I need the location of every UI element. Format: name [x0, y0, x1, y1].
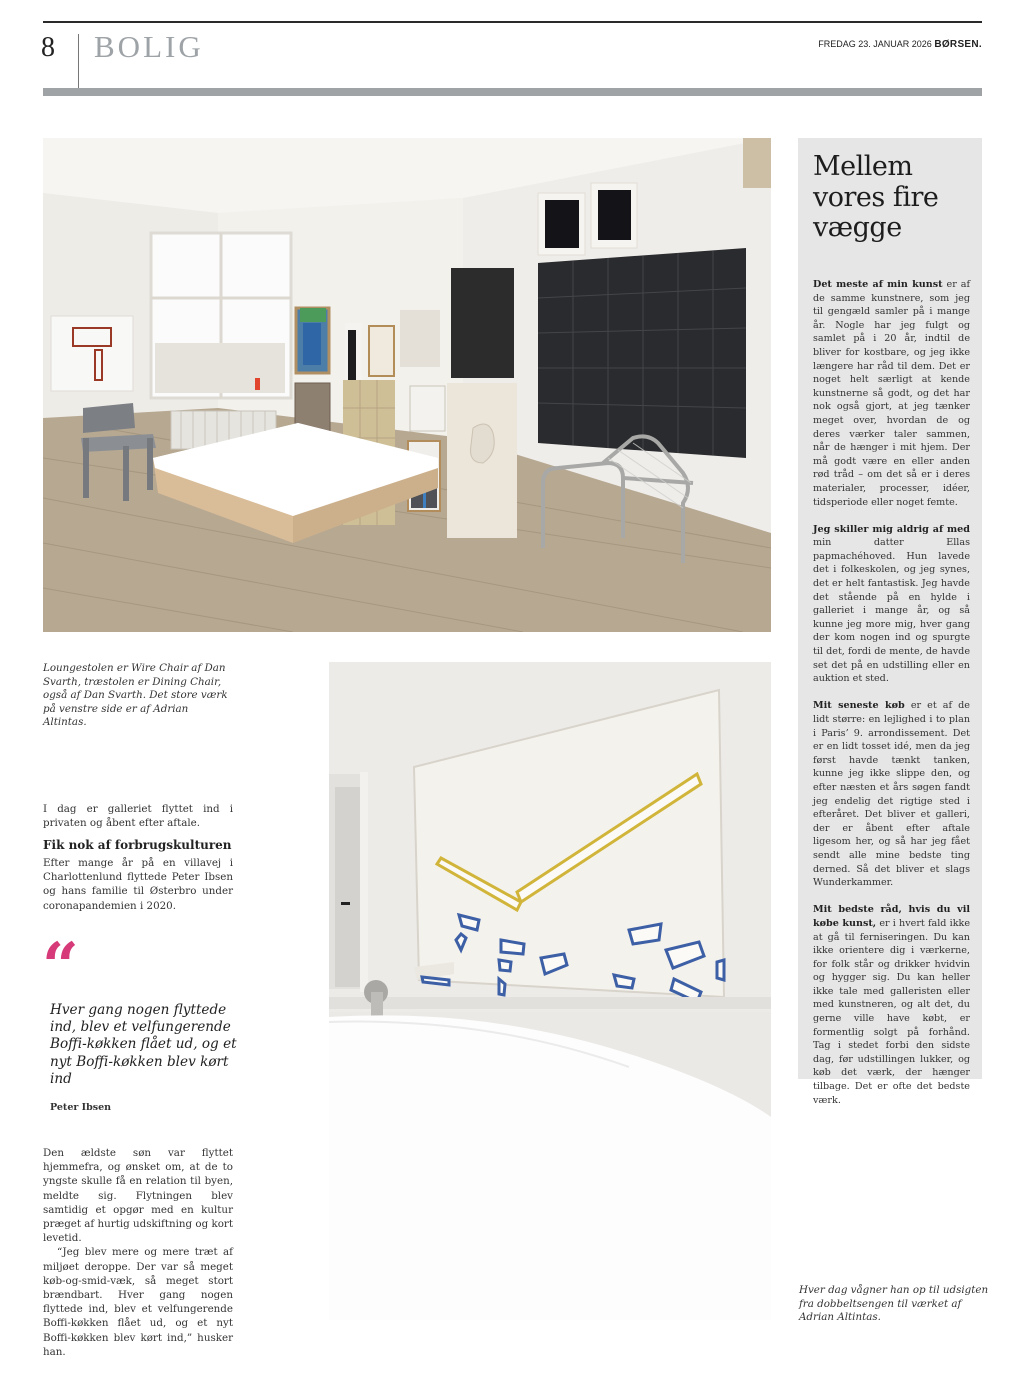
- bedroom-photo: [43, 138, 771, 632]
- sidebar-paragraph: [813, 699, 970, 889]
- sidebar-text: er et af de lidt større: en lejlighed i to plan i Paris’ 9. arrondissement. Det er en lidt tosset idé, men da jeg først havde tænkt tanken, kunne jeg ikke slippe den, og efter næsten et års søgen fandt jeg endelig det rigtige sted i efteråret. Det bliver et galleri, der er åbent efter aftale ligesom her, og så har jeg fået sendt alle mine bedste ting derned. Så det bliver et slags Wunderkammer.: [813, 700, 970, 889]
- pull-quote: Hver gang nogen flyttede ind, blev et velfungerende Boffi-køkken flået ud, og et nyt Boffi-køkken blev kørt ind: [50, 1002, 237, 1087]
- intro-paragraph: Efter mange år på en villavej i Charlottenlund flyttede Peter Ibsen og hans familie til Østerbro under coronapandemien i 2020.: [43, 857, 233, 912]
- section-title: BOLIG: [94, 29, 204, 64]
- sidebar-paragraph: [813, 278, 970, 509]
- gallery-paragraph: I dag er galleriet flyttet ind i privaten og åbent efter aftale.: [43, 803, 233, 830]
- dateline: [818, 38, 982, 51]
- sidebar-paragraph: [813, 903, 970, 1107]
- sidebar-title: Mellem vores fire vægge: [813, 151, 939, 243]
- page-number: 8: [41, 32, 55, 63]
- artwork-illustration: [329, 662, 771, 1320]
- story-paragraph: Den ældste søn var flyttet hjemmefra, og ønsket om, at de to yngste skulle få en relation til byen, meldte sig. Flytningen blev samtidig et opgør med en kultur præget af hurtig udskiftning og kort levetid.: [43, 1147, 233, 1245]
- sidebar-lead: Mit bedste råd, hvis du vil købe kunst,: [813, 904, 970, 929]
- sidebar-text: er i hvert fald ikke at gå til ferniseringen. Du kan ikke orientere dig i værkerne, for folk står og drikker hvidvin og hygger sig. Du kan heller ikke tale med galleristen eller med kunstneren, og alt det, du gerne ville have købt, er formentlig solgt på forhånd. Tag i stedet forbi den sidste dag, før udstillingen lukker, og køb det værk, der hænger tilbage. Det er ofte det bedste værk.: [813, 917, 971, 1106]
- sidebar-text: min datter Ellas papmachéhoved. Hun lavede det i folkeskolen, og jeg synes, det er helt fantastisk. Jeg havde det stående på en hylde i galleriet i mange år, og så kunne jeg more mig, hver gang der kom nogen ind og spurgte til det, fordi de mente, de havde set det på en udstilling eller en auktion et sted.: [813, 537, 970, 685]
- sidebar-body: [813, 278, 970, 1121]
- publication-logo: BØRSEN.: [934, 39, 982, 50]
- pull-quote-author: Peter Ibsen: [50, 1102, 112, 1113]
- bedroom-illustration: [43, 138, 771, 632]
- sidebar-lead: Det meste af min kunst: [813, 279, 943, 290]
- article-subheading: Fik nok af forbrugskulturen: [43, 838, 232, 852]
- photo-caption-artwork: Hver dag vågner han op til udsigten fra dobbeltsengen til værket af Adrian Altintas.: [799, 1284, 989, 1324]
- issue-date: FREDAG 23. JANUAR 2026: [818, 39, 932, 49]
- sidebar-text: er af de samme kunstnere, som jeg til gengæld samler på i mange år. Nogle har jeg fulgt og samlet på i 20 år, indtil de bliver for kostbare, og jeg ikke længere har råd til dem. Det er noget helt særligt at kende kunstnerne så godt, og det har nok også gjort, at jeg tænker meget over, hvordan de og deres værker taler sammen, når de hænger i mit hjem. Der må godt være en eller anden rød tråd – om det så er i deres materialer, processer, idéer, tidsperiode eller noget femte.: [813, 279, 970, 508]
- sidebar-box: [798, 138, 982, 1106]
- story-paragraph: “Jeg blev mere og mere træt af miljøet deroppe. Der var så meget køb-og-smid-væk, så meget stort brændbart. Hver gang nogen flyttede ind, blev et velfungerende Boffi-køkken flået ud, og et nyt Boffi-køkken blev kørt ind,” husker han.: [43, 1246, 233, 1358]
- quote-mark-icon: “: [42, 929, 79, 1004]
- story-text: [43, 1146, 233, 1359]
- header-divider: [78, 34, 79, 88]
- sidebar-lead: Mit seneste køb: [813, 700, 905, 712]
- artwork-photo: [329, 662, 771, 1320]
- photo-caption-bedroom: Loungestolen er Wire Chair af Dan Svarth, træstolen er Dining Chair, også af Dan Svarth. Det store værk på venstre side er af Adrian Altintas.: [43, 662, 228, 729]
- sidebar-paragraph: [813, 523, 970, 686]
- header-bar: [43, 88, 982, 96]
- top-rule: [43, 21, 982, 23]
- sidebar-lead: Jeg skiller mig aldrig af med: [813, 523, 970, 535]
